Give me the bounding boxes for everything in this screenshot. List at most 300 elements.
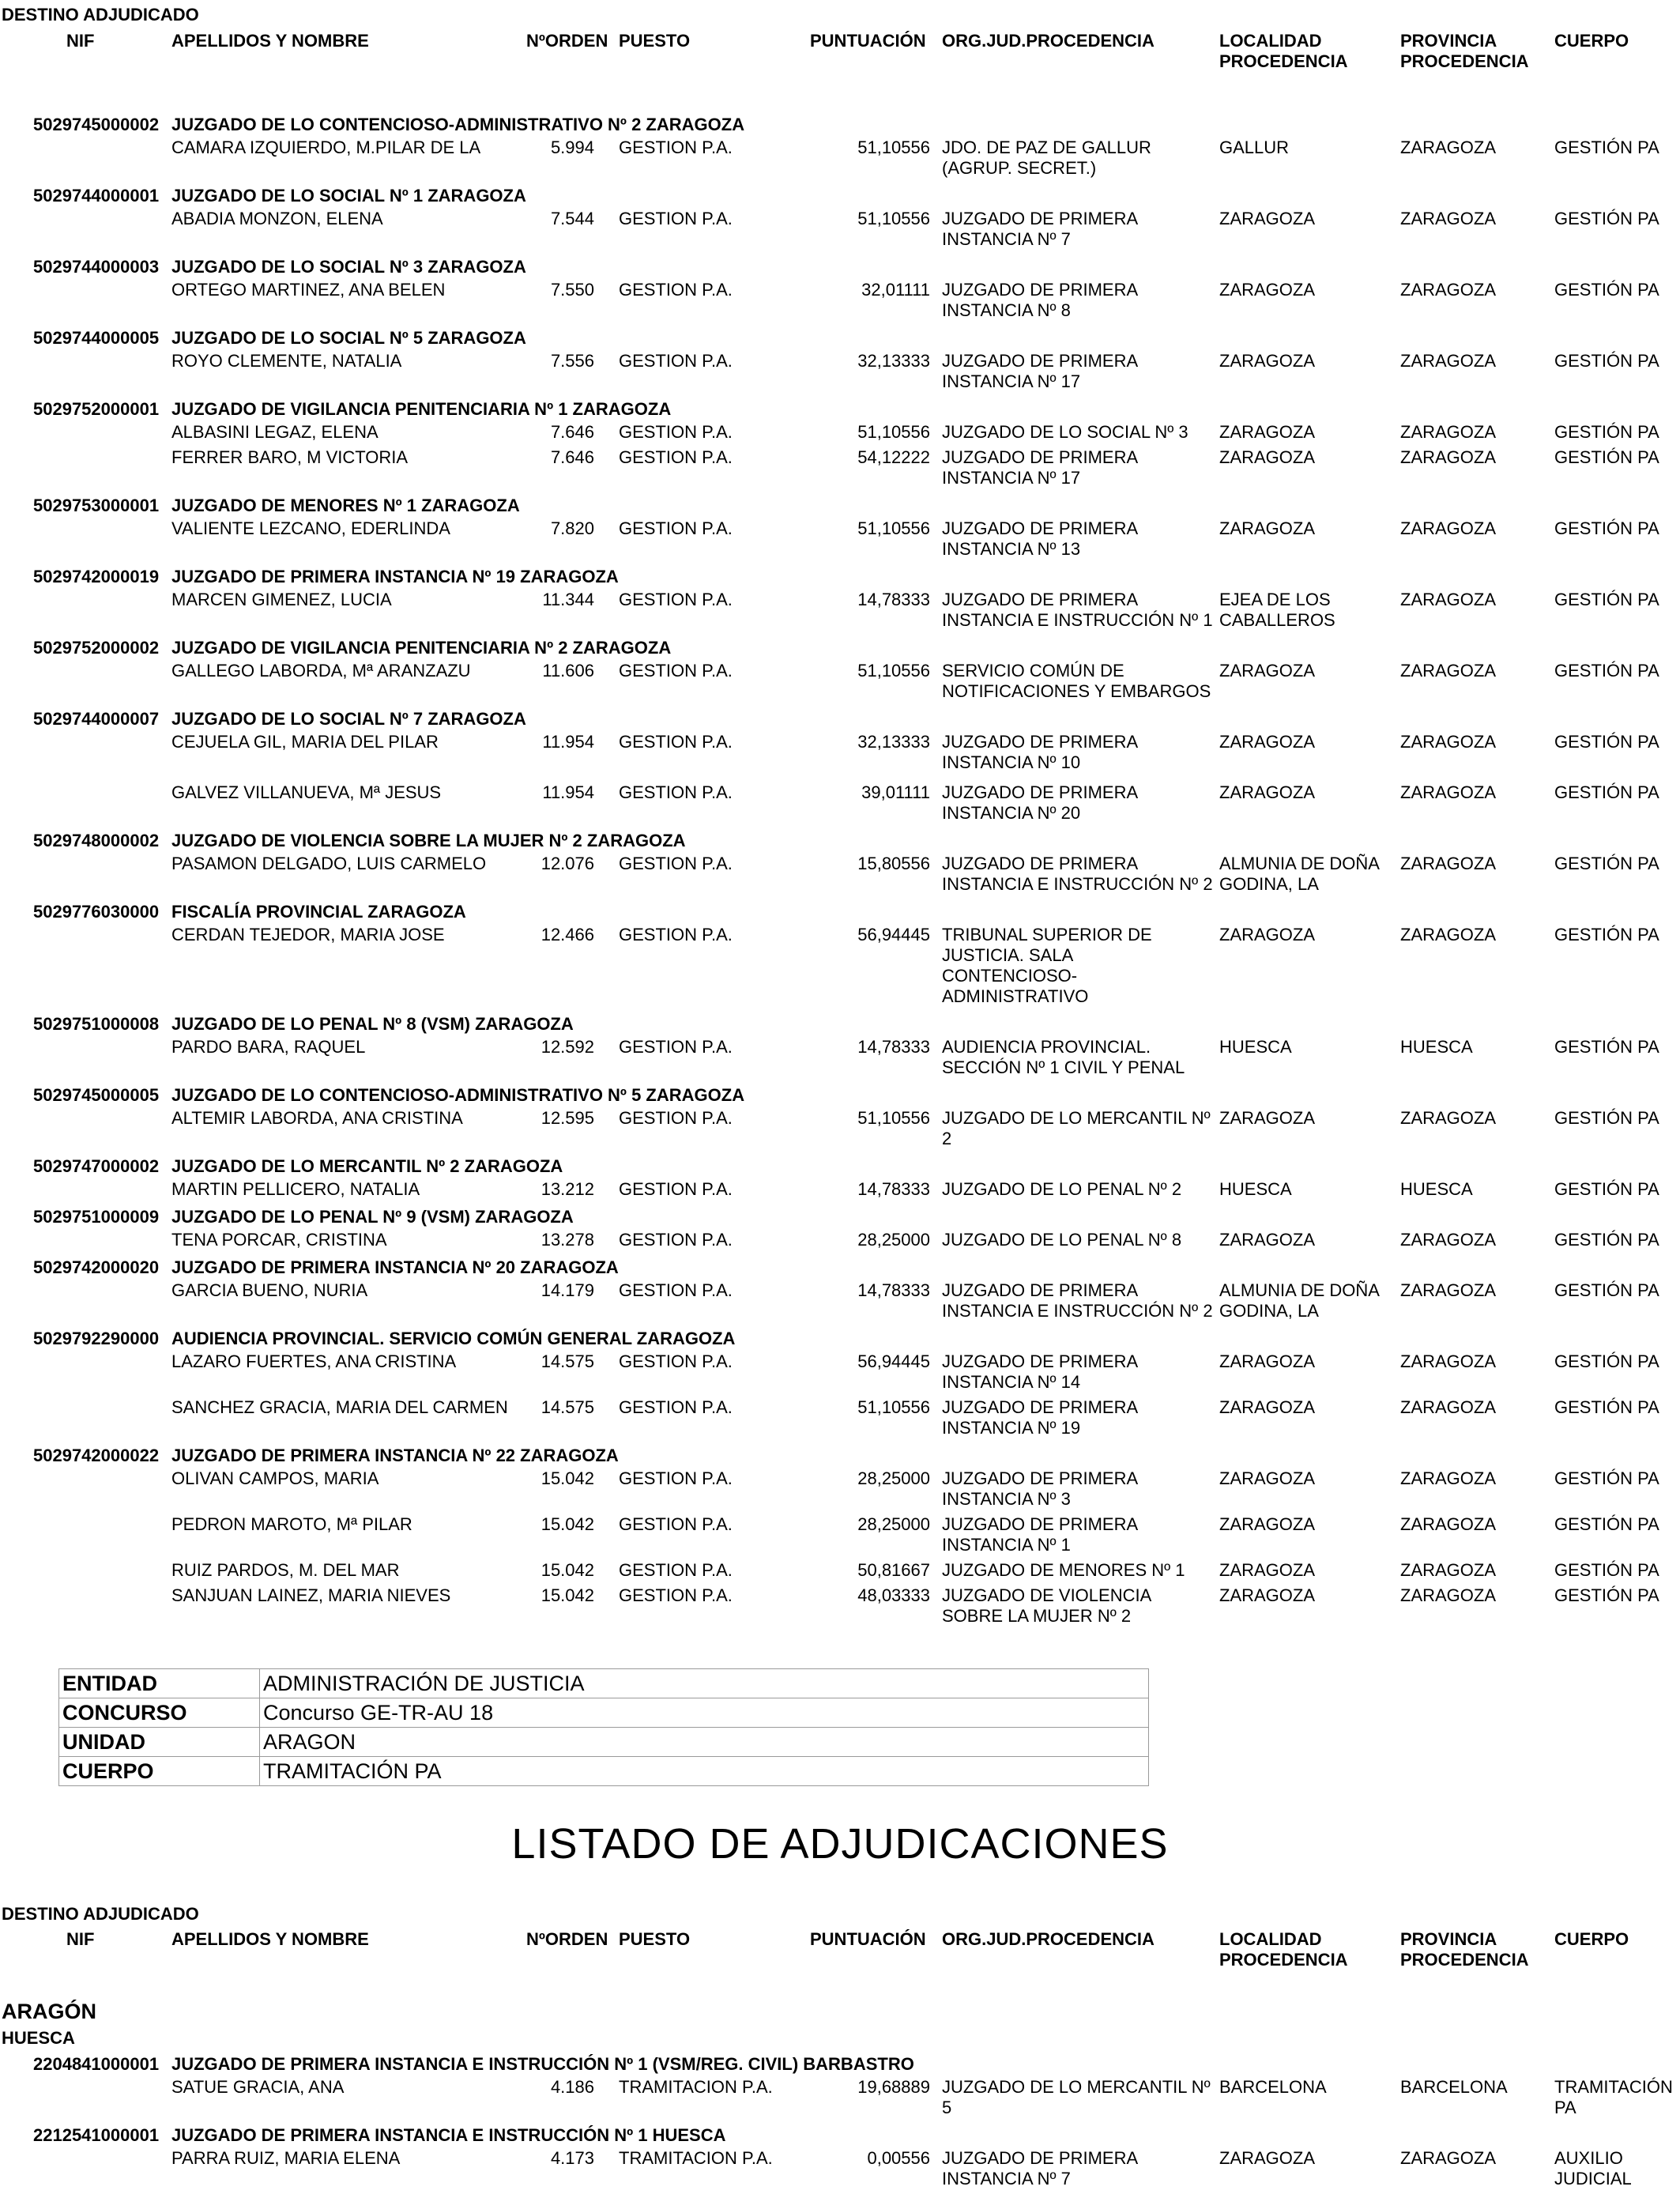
table-row [0,280,1680,326]
origin-court: JUZGADO DE PRIMERA INSTANCIA Nº 3 [942,1468,1139,1509]
destination-group-header [0,2123,1680,2148]
destination-name: JUZGADO DE PRIMERA INSTANCIA Nº 20 ZARAGOZA [171,1257,619,1277]
order-number: 12.076 [541,854,594,873]
origin-locality: ZARAGOZA [1219,661,1316,680]
destination-name: JUZGADO DE VIGILANCIA PENITENCIARIA Nº 2 ZARAGOZA [171,638,672,658]
destination-nif: 5029792290000 [33,1329,160,1348]
corps: GESTIÓN PA [1554,1468,1659,1488]
destination-name: JUZGADO DE LO SOCIAL Nº 1 ZARAGOZA [171,186,526,205]
corps: GESTIÓN PA [1554,1351,1659,1371]
table-row [0,782,1680,828]
position: GESTION P.A. [619,782,733,802]
destination-group-header [0,828,1680,854]
origin-court: JUZGADO DE PRIMERA INSTANCIA E INSTRUCCIÓN Nº 2 [942,854,1213,894]
table-row [0,1280,1680,1326]
origin-locality: ZARAGOZA [1219,1585,1316,1605]
destination-nif: 5029744000007 [33,709,160,729]
origin-province: ZARAGOZA [1400,1230,1497,1250]
person-name: ABADIA MONZON, ELENA [171,209,383,228]
col-org-2: ORG.JUD.PROCEDENCIA [942,1929,1155,1949]
person-name: VALIENTE LEZCANO, EDERLINDA [171,518,450,538]
table-row [0,661,1680,707]
origin-province: ZARAGOZA [1400,732,1497,752]
position: GESTION P.A. [619,1468,733,1488]
col-puesto-2: PUESTO [619,1929,691,1949]
position: GESTION P.A. [619,1397,733,1417]
info-row-concurso [59,1698,1149,1728]
origin-court: JUZGADO DE PRIMERA INSTANCIA Nº 17 [942,351,1139,391]
destination-nif: 5029742000020 [33,1257,160,1277]
destination-nif: 5029744000001 [33,186,160,205]
score: 39,01111 [861,782,930,802]
destination-nif: 5029742000022 [33,1446,160,1465]
position: GESTION P.A. [619,1037,733,1057]
order-number: 7.646 [550,422,594,442]
table-row [0,1230,1680,1255]
person-name: SANJUAN LAINEZ, MARIA NIEVES [171,1585,451,1605]
origin-province: ZARAGOZA [1400,209,1497,228]
corps: GESTIÓN PA [1554,518,1659,538]
corps: AUXILIO JUDICIAL [1554,2148,1632,2188]
corps: GESTIÓN PA [1554,351,1659,371]
col-orden-1: NºORDEN [526,31,608,51]
score: 51,10556 [857,518,930,538]
destination-group-header [0,564,1680,590]
person-name: OLIVAN CAMPOS, MARIA [171,1468,379,1488]
info-key: UNIDAD [59,1728,260,1757]
table-row [0,138,1680,183]
origin-court: JUZGADO DE VIOLENCIA SOBRE LA MUJER Nº 2 [942,1585,1152,1626]
score: 14,78333 [857,1037,930,1057]
info-row-unidad [59,1728,1149,1757]
order-number: 13.278 [541,1230,594,1250]
corps: GESTIÓN PA [1554,1585,1659,1605]
destination-group-header [0,1255,1680,1280]
score: 32,13333 [857,351,930,371]
origin-court: TRIBUNAL SUPERIOR DE JUSTICIA. SALA CONTENCIOSO- ADMINISTRATIVO [942,925,1152,1006]
position: GESTION P.A. [619,590,733,609]
corps: GESTIÓN PA [1554,1560,1659,1580]
position: GESTION P.A. [619,1280,733,1300]
table-row [0,854,1680,899]
person-name: CEJUELA GIL, MARIA DEL PILAR [171,732,439,752]
origin-province: ZARAGOZA [1400,138,1497,157]
col-puntuacion-1: PUNTUACIÓN [810,31,926,51]
destination-name: JUZGADO DE LO MERCANTIL Nº 2 ZARAGOZA [171,1156,563,1176]
score: 32,13333 [857,732,930,752]
origin-province: ZARAGOZA [1400,518,1497,538]
origin-locality: HUESCA [1219,1179,1292,1199]
origin-province: BARCELONA [1400,2077,1508,2097]
origin-court: JUZGADO DE PRIMERA INSTANCIA Nº 8 [942,280,1139,320]
destination-name: JUZGADO DE LO SOCIAL Nº 3 ZARAGOZA [171,257,526,277]
destination-group-header [0,112,1680,138]
person-name: SANCHEZ GRACIA, MARIA DEL CARMEN [171,1397,508,1417]
position: GESTION P.A. [619,209,733,228]
origin-locality: ZARAGOZA [1219,280,1316,300]
corps: GESTIÓN PA [1554,138,1659,157]
col-puntuacion-2: PUNTUACIÓN [810,1929,926,1949]
position: GESTION P.A. [619,1351,733,1371]
destination-nif: 5029776030000 [33,902,160,922]
score: 28,25000 [857,1514,930,1534]
person-name: MARCEN GIMENEZ, LUCIA [171,590,392,609]
col-cuerpo-1: CUERPO [1554,31,1629,51]
order-number: 11.606 [542,661,594,680]
origin-locality: ZARAGOZA [1219,1514,1316,1534]
person-name: PASAMON DELGADO, LUIS CARMELO [171,854,487,873]
person-name: TENA PORCAR, CRISTINA [171,1230,387,1250]
origin-court: JUZGADO DE LO MERCANTIL Nº 5 [942,2077,1211,2117]
person-name: GALVEZ VILLANUEVA, Mª JESUS [171,782,442,802]
col-org-1: ORG.JUD.PROCEDENCIA [942,31,1155,51]
origin-court: JUZGADO DE PRIMERA INSTANCIA Nº 1 [942,1514,1139,1555]
destination-name: JUZGADO DE LO PENAL Nº 9 (VSM) ZARAGOZA [171,1207,574,1227]
order-number: 13.212 [541,1179,594,1199]
region-heading: ARAGÓN [2,2000,96,2023]
position: GESTION P.A. [619,925,733,944]
position: GESTION P.A. [619,1560,733,1580]
destination-group-header [0,1204,1680,1230]
score: 51,10556 [857,209,930,228]
score: 51,10556 [857,422,930,442]
corps: TRAMITACIÓN PA [1554,2077,1673,2117]
destination-group-header [0,397,1680,422]
order-number: 15.042 [541,1585,594,1605]
col-nif-2: NIF [66,1929,95,1949]
destination-nif: 5029744000005 [33,328,160,348]
origin-province: ZARAGOZA [1400,280,1497,300]
position: GESTION P.A. [619,661,733,680]
destination-group-header [0,2052,1680,2077]
destination-nif: 5029753000001 [33,496,160,515]
order-number: 7.550 [550,280,594,300]
col-nif-1: NIF [66,31,95,51]
score: 14,78333 [857,1179,930,1199]
person-name: PEDRON MAROTO, Mª PILAR [171,1514,412,1534]
person-name: PARRA RUIZ, MARIA ELENA [171,2148,401,2168]
table-row [0,1585,1680,1631]
table-row [0,1351,1680,1397]
origin-court: JUZGADO DE PRIMERA INSTANCIA E INSTRUCCIÓN Nº 2 [942,1280,1213,1321]
adjudications-list-2 [0,2052,1680,2194]
col-puesto-1: PUESTO [619,31,691,51]
order-number: 7.544 [550,209,594,228]
origin-province: ZARAGOZA [1400,422,1497,442]
origin-court: JUZGADO DE LO SOCIAL Nº 3 [942,422,1188,442]
origin-locality: ZARAGOZA [1219,2148,1316,2168]
corps: GESTIÓN PA [1554,925,1659,944]
destination-nif: 5029742000019 [33,567,160,586]
destination-nif: 5029747000002 [33,1156,160,1176]
origin-court: JUZGADO DE PRIMERA INSTANCIA Nº 7 [942,2148,1139,2188]
origin-court: JUZGADO DE PRIMERA INSTANCIA Nº 14 [942,1351,1139,1392]
position: TRAMITACION P.A. [619,2077,773,2097]
origin-province: HUESCA [1400,1037,1473,1057]
origin-locality: BARCELONA [1219,2077,1327,2097]
info-value: ARAGON [260,1728,1149,1757]
table-row [0,1560,1680,1585]
person-name: CERDAN TEJEDOR, MARIA JOSE [171,925,445,944]
origin-locality: ALMUNIA DE DOÑA GODINA, LA [1219,1280,1380,1321]
destination-group-header [0,254,1680,280]
position: GESTION P.A. [619,1585,733,1605]
corps: GESTIÓN PA [1554,422,1659,442]
info-row-entidad [59,1669,1149,1698]
col-nombre-2: APELLIDOS Y NOMBRE [171,1929,369,1949]
province-heading: HUESCA [2,2028,75,2048]
info-value: Concurso GE-TR-AU 18 [260,1698,1149,1728]
order-number: 5.994 [550,138,594,157]
order-number: 7.556 [550,351,594,371]
table-row [0,925,1680,1012]
table-row [0,1037,1680,1083]
score: 32,01111 [861,280,930,300]
origin-locality: HUESCA [1219,1037,1292,1057]
corps: GESTIÓN PA [1554,209,1659,228]
order-number: 14.575 [541,1351,594,1371]
order-number: 12.592 [541,1037,594,1057]
adjudications-list-1 [0,112,1680,1631]
person-name: MARTIN PELLICERO, NATALIA [171,1179,420,1199]
position: GESTION P.A. [619,854,733,873]
person-name: PARDO BARA, RAQUEL [171,1037,366,1057]
corps: GESTIÓN PA [1554,1280,1659,1300]
origin-province: ZARAGOZA [1400,854,1497,873]
corps: GESTIÓN PA [1554,1037,1659,1057]
info-row-cuerpo [59,1757,1149,1786]
order-number: 11.954 [542,782,594,802]
col-cuerpo-2: CUERPO [1554,1929,1629,1949]
destination-group-header [0,1083,1680,1108]
person-name: CAMARA IZQUIERDO, M.PILAR DE LA [171,138,481,157]
order-number: 14.575 [541,1397,594,1417]
origin-court: JUZGADO DE PRIMERA INSTANCIA Nº 19 [942,1397,1139,1438]
destination-group-header [0,1154,1680,1179]
origin-locality: ZARAGOZA [1219,1468,1316,1488]
info-key: ENTIDAD [59,1669,260,1698]
score: 51,10556 [857,1108,930,1128]
person-name: SATUE GRACIA, ANA [171,2077,345,2097]
score: 56,94445 [857,925,930,944]
score: 51,10556 [857,1397,930,1417]
corps: GESTIÓN PA [1554,661,1659,680]
order-number: 4.186 [550,2077,594,2097]
score: 14,78333 [857,590,930,609]
corps: GESTIÓN PA [1554,1179,1659,1199]
destination-nif: 5029751000008 [33,1014,160,1034]
destination-name: JUZGADO DE LO SOCIAL Nº 7 ZARAGOZA [171,709,526,729]
destination-group-header [0,899,1680,925]
destination-nif: 5029745000005 [33,1085,160,1105]
score: 19,68889 [857,2077,930,2097]
score: 51,10556 [857,661,930,680]
corps: GESTIÓN PA [1554,280,1659,300]
position: GESTION P.A. [619,1179,733,1199]
person-name: GALLEGO LABORDA, Mª ARANZAZU [171,661,471,680]
position: TRAMITACION P.A. [619,2148,773,2168]
origin-locality: ZARAGOZA [1219,1351,1316,1371]
destination-nif: 5029744000003 [33,257,160,277]
corps: GESTIÓN PA [1554,1108,1659,1128]
destination-name: JUZGADO DE VIGILANCIA PENITENCIARIA Nº 1 ZARAGOZA [171,399,672,419]
score: 0,00556 [867,2148,930,2168]
order-number: 15.042 [541,1514,594,1534]
destination-nif: 5029752000002 [33,638,160,658]
score: 15,80556 [857,854,930,873]
destination-name: JUZGADO DE LO SOCIAL Nº 5 ZARAGOZA [171,328,526,348]
destination-group-header [0,1326,1680,1351]
origin-province: ZARAGOZA [1400,590,1497,609]
origin-province: HUESCA [1400,1179,1473,1199]
destination-group-header [0,1443,1680,1468]
position: GESTION P.A. [619,447,733,467]
destination-nif: 5029752000001 [33,399,160,419]
origin-court: JUZGADO DE PRIMERA INSTANCIA E INSTRUCCIÓN Nº 1 [942,590,1213,630]
origin-province: ZARAGOZA [1400,1280,1497,1300]
position: GESTION P.A. [619,422,733,442]
origin-court: JDO. DE PAZ DE GALLUR (AGRUP. SECRET.) [942,138,1151,178]
info-value: ADMINISTRACIÓN DE JUSTICIA [260,1669,1149,1698]
origin-locality: ALMUNIA DE DOÑA GODINA, LA [1219,854,1380,894]
destination-name: JUZGADO DE PRIMERA INSTANCIA Nº 19 ZARAGOZA [171,567,619,586]
position: GESTION P.A. [619,138,733,157]
origin-locality: ZARAGOZA [1219,209,1316,228]
score: 14,78333 [857,1280,930,1300]
origin-court: JUZGADO DE PRIMERA INSTANCIA Nº 7 [942,209,1139,249]
destination-nif: 5029748000002 [33,831,160,850]
table-row [0,1468,1680,1514]
order-number: 12.466 [541,925,594,944]
table-row [0,1179,1680,1204]
position: GESTION P.A. [619,280,733,300]
col-provincia-1: PROVINCIA PROCEDENCIA [1400,31,1529,71]
order-number: 15.042 [541,1560,594,1580]
person-name: RUIZ PARDOS, M. DEL MAR [171,1560,400,1580]
table-row [0,518,1680,564]
person-name: ORTEGO MARTINEZ, ANA BELEN [171,280,446,300]
origin-court: JUZGADO DE PRIMERA INSTANCIA Nº 13 [942,518,1139,559]
origin-locality: ZARAGOZA [1219,1397,1316,1417]
origin-locality: ZARAGOZA [1219,1230,1316,1250]
person-name: GARCIA BUENO, NURIA [171,1280,368,1300]
score: 51,10556 [857,138,930,157]
origin-locality: ZARAGOZA [1219,447,1316,467]
origin-province: ZARAGOZA [1400,1560,1497,1580]
table-row [0,447,1680,493]
score: 28,25000 [857,1230,930,1250]
order-number: 15.042 [541,1468,594,1488]
col-localidad-1: LOCALIDAD PROCEDENCIA [1219,31,1348,71]
col-provincia-2: PROVINCIA PROCEDENCIA [1400,1929,1529,1970]
origin-court: JUZGADO DE LO PENAL Nº 2 [942,1179,1182,1199]
origin-locality: ZARAGOZA [1219,518,1316,538]
corps: GESTIÓN PA [1554,732,1659,752]
person-name: ALBASINI LEGAZ, ELENA [171,422,379,442]
table-row [0,351,1680,397]
destination-group-header [0,1012,1680,1037]
origin-province: ZARAGOZA [1400,1108,1497,1128]
position: GESTION P.A. [619,518,733,538]
origin-court: AUDIENCIA PROVINCIAL. SECCIÓN Nº 1 CIVIL Y PENAL [942,1037,1185,1077]
origin-province: ZARAGOZA [1400,1468,1497,1488]
origin-province: ZARAGOZA [1400,925,1497,944]
col-nombre-1: APELLIDOS Y NOMBRE [171,31,369,51]
origin-province: ZARAGOZA [1400,1585,1497,1605]
table-row [0,2148,1680,2194]
corps: GESTIÓN PA [1554,447,1659,467]
destination-nif: 2212541000001 [33,2125,160,2145]
origin-province: ZARAGOZA [1400,782,1497,802]
destino-label-1: DESTINO ADJUDICADO [2,5,199,25]
origin-court: SERVICIO COMÚN DE NOTIFICACIONES Y EMBARGOS [942,661,1211,701]
origin-court: JUZGADO DE PRIMERA INSTANCIA Nº 20 [942,782,1139,823]
table-row [0,590,1680,635]
origin-province: ZARAGOZA [1400,447,1497,467]
corps: GESTIÓN PA [1554,1397,1659,1417]
corps: GESTIÓN PA [1554,854,1659,873]
origin-locality: ZARAGOZA [1219,782,1316,802]
score: 50,81667 [857,1560,930,1580]
info-table [58,1668,1149,1786]
origin-court: JUZGADO DE MENORES Nº 1 [942,1560,1185,1580]
order-number: 11.954 [542,732,594,752]
origin-locality: GALLUR [1219,138,1290,157]
info-key: CONCURSO [59,1698,260,1728]
origin-court: JUZGADO DE LO MERCANTIL Nº 2 [942,1108,1211,1148]
order-number: 7.820 [550,518,594,538]
destination-group-header [0,326,1680,351]
destination-name: JUZGADO DE PRIMERA INSTANCIA Nº 22 ZARAGOZA [171,1446,619,1465]
destino-label-2: DESTINO ADJUDICADO [2,1904,199,1924]
origin-locality: ZARAGOZA [1219,925,1316,944]
corps: GESTIÓN PA [1554,782,1659,802]
position: GESTION P.A. [619,1230,733,1250]
position: GESTION P.A. [619,1108,733,1128]
corps: GESTIÓN PA [1554,1514,1659,1534]
table-row [0,1108,1680,1154]
origin-locality: ZARAGOZA [1219,422,1316,442]
order-number: 11.344 [542,590,594,609]
person-name: ROYO CLEMENTE, NATALIA [171,351,402,371]
destination-group-header [0,635,1680,661]
origin-locality: ZARAGOZA [1219,732,1316,752]
score: 28,25000 [857,1468,930,1488]
destination-name: FISCALÍA PROVINCIAL ZARAGOZA [171,902,466,922]
position: GESTION P.A. [619,732,733,752]
destination-name: JUZGADO DE MENORES Nº 1 ZARAGOZA [171,496,520,515]
table-row [0,2077,1680,2123]
destination-name: JUZGADO DE PRIMERA INSTANCIA E INSTRUCCIÓN Nº 1 (VSM/REG. CIVIL) BARBASTRO [171,2054,914,2074]
table-row [0,1397,1680,1443]
origin-court: JUZGADO DE LO PENAL Nº 8 [942,1230,1182,1250]
order-number: 4.173 [550,2148,594,2168]
origin-court: JUZGADO DE PRIMERA INSTANCIA Nº 10 [942,732,1139,772]
score: 48,03333 [857,1585,930,1605]
destination-name: JUZGADO DE PRIMERA INSTANCIA E INSTRUCCIÓN Nº 1 HUESCA [171,2125,726,2145]
table-row [0,1514,1680,1560]
origin-locality: ZARAGOZA [1219,1560,1316,1580]
info-key: CUERPO [59,1757,260,1786]
person-name: LAZARO FUERTES, ANA CRISTINA [171,1351,457,1371]
destination-name: JUZGADO DE LO PENAL Nº 8 (VSM) ZARAGOZA [171,1014,574,1034]
origin-province: ZARAGOZA [1400,1397,1497,1417]
destination-group-header [0,183,1680,209]
destination-nif: 5029751000009 [33,1207,160,1227]
destination-group-header [0,707,1680,732]
order-number: 7.646 [550,447,594,467]
corps: GESTIÓN PA [1554,590,1659,609]
